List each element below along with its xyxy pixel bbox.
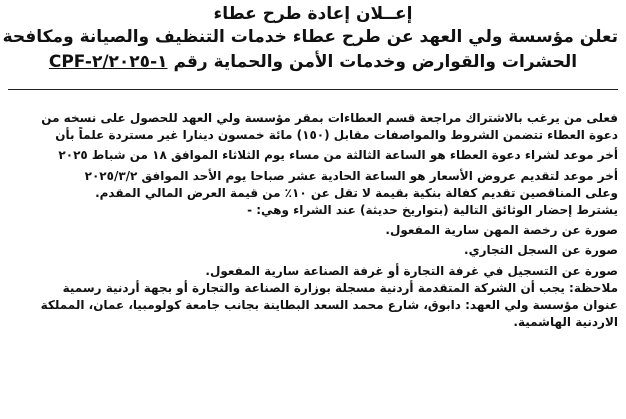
body-line-7: صورة عن رخصة المهن سارية المفعول. xyxy=(385,223,618,238)
body-line-11: عنوان مؤسسة ولي العهد: دابوق، شارع محمد السعد البطاينة بجانب جامعة كولومبيا، عمان، المملكة xyxy=(40,298,618,313)
body-line-5: وعلى المناقصين تقديم كفالة بنكية بقيمة لا تقل عن ١٠٪ من قيمة العرض المالي المقدم. xyxy=(95,185,618,200)
body-line-2: دعوة العطاء تتضمن الشروط والمواصفات مقابل (١٥٠) مائة خمسون دينارا غير مستردة علماً بأن xyxy=(55,128,618,143)
body-line-9: صورة عن التسجيل في غرفة التجارة أو غرفة الصناعة سارية المفعول. xyxy=(205,263,618,278)
announcement-title: إعــلان إعادة طرح عطاء xyxy=(213,4,413,24)
subtitle-text: الحشرات والقوارض وخدمات الأمن والحماية رقم xyxy=(173,52,578,72)
body-line-6: يشترط إحضار الوثائق التالية (بتواريخ حديثة) عند الشراء وهي: - xyxy=(247,203,618,218)
body-line-10: ملاحظة: يجب أن الشركة المتقدمة أردنية مسجلة بوزارة الصناعة والتجارة أو بجهة أردنية رسمية xyxy=(62,280,618,295)
body-line-4: أخر موعد لتقديم عروض الأسعار هو الساعة الحادية عشر صباحا يوم الأحد الموافق ٢٠٢٥/٣/٢ xyxy=(84,168,618,183)
body-line-1: فعلى من يرغب بالاشتراك مراجعة قسم العطاءات بمقر مؤسسة ولي العهد للحصول على نسخه من xyxy=(41,111,618,125)
announcement-subtitle-line-2 xyxy=(8,50,618,75)
announcement-header xyxy=(2,4,618,75)
announcement-subtitle-line-1: تعلن مؤسسة ولي العهد عن طرح عطاء خدمات التنظيف والصيانة ومكافحة xyxy=(2,27,618,47)
header-divider xyxy=(8,89,618,90)
tender-number: CPF-١-٢/٢٠٢٥ xyxy=(48,52,168,72)
body-line-8: صورة عن السجل التجاري. xyxy=(464,243,618,258)
announcement-body xyxy=(8,110,618,331)
body-line-12: الاردنية الهاشمية. xyxy=(513,315,618,330)
body-line-3: أخر موعد لشراء دعوة العطاء هو الساعة الثالثة من مساء يوم الثلاثاء الموافق ١٨ من شباط ٢٠٢٥ xyxy=(58,148,618,163)
